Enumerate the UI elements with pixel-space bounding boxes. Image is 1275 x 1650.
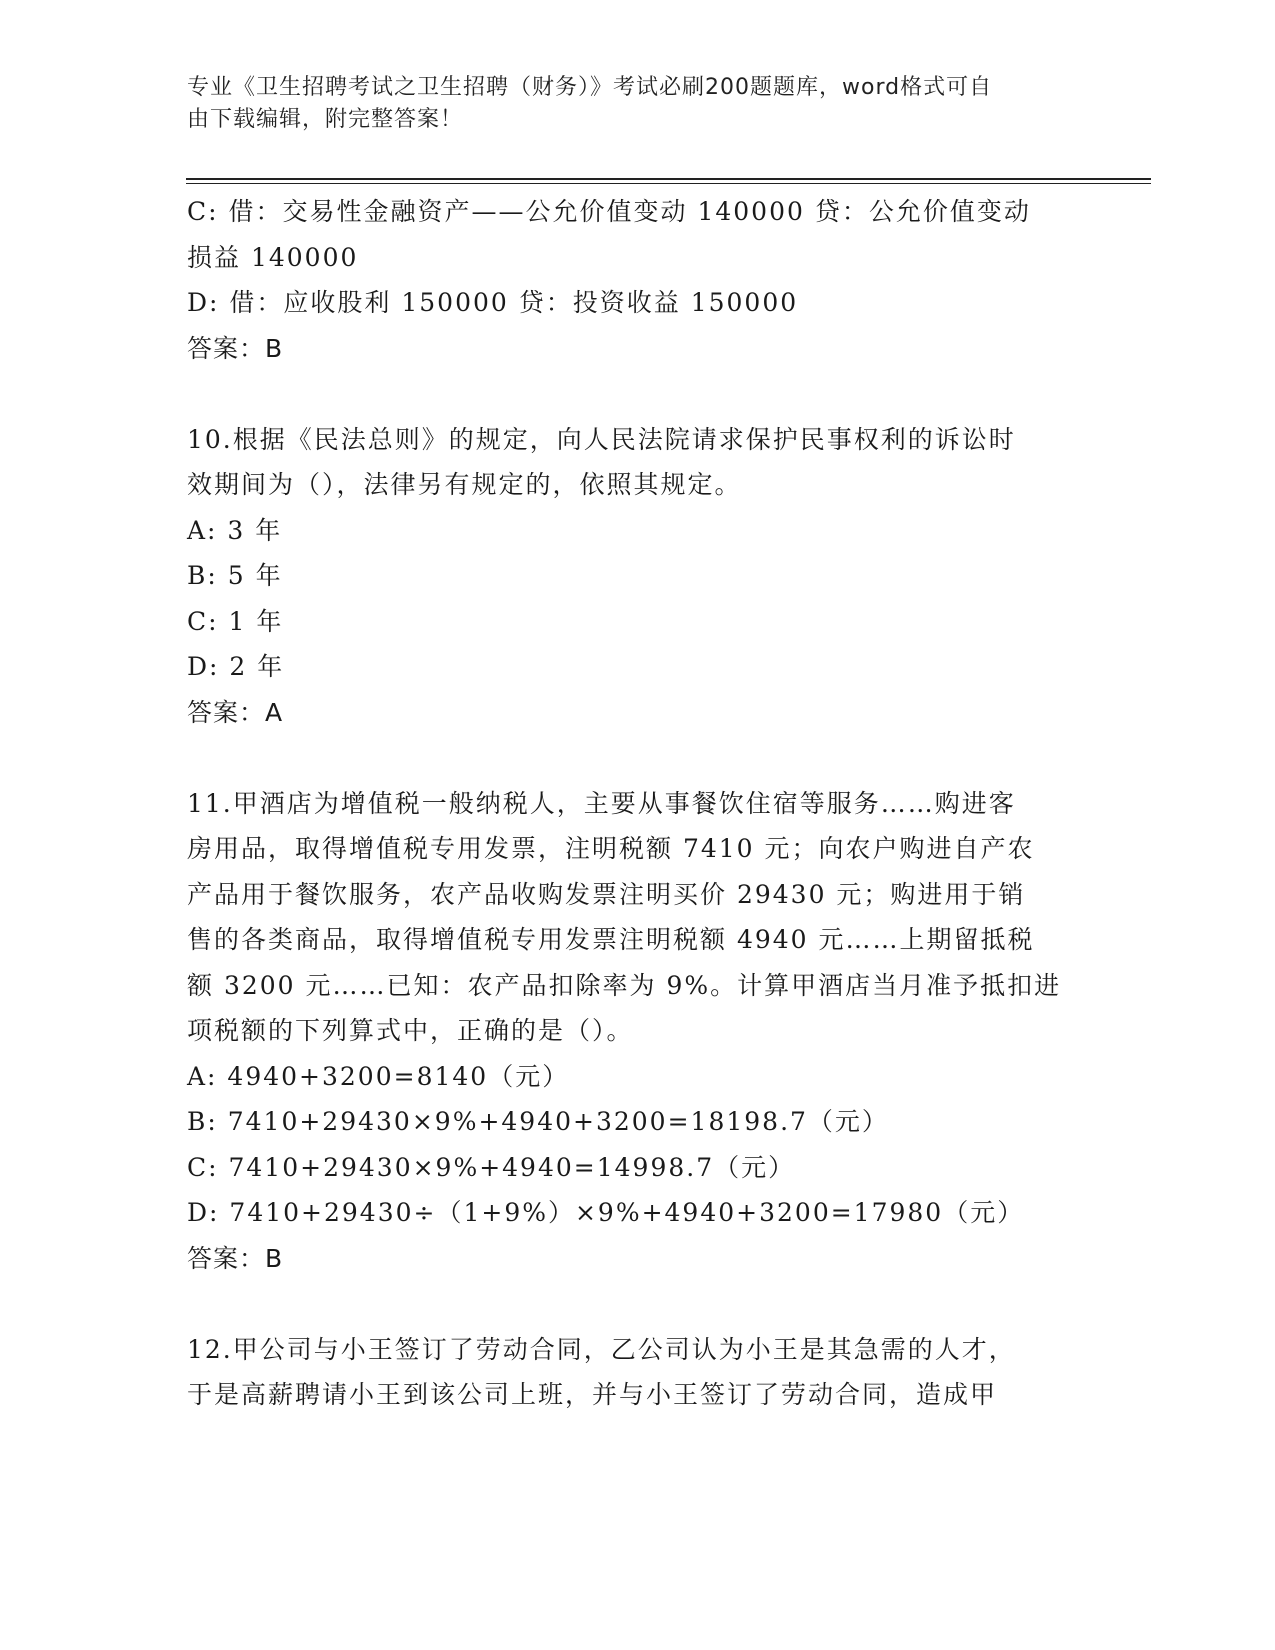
option-a: A: 4940+3200=8140（元） [187, 1061, 570, 1091]
spacer [187, 1281, 1087, 1327]
answer: 答案：A [187, 697, 284, 727]
option-a: A: 3 年 [187, 515, 283, 545]
spacer [187, 735, 1087, 781]
question-stem: 12.甲公司与小王签订了劳动合同，乙公司认为小王是其急需的人才， [187, 1334, 1016, 1364]
question-content [187, 189, 1087, 1418]
question-10 [187, 417, 1087, 736]
answer: 答案：B [187, 1243, 284, 1273]
question-stem: 额 3200 元……已知：农产品扣除率为 9%。计算甲酒店当月准予抵扣进 [187, 970, 1062, 1000]
header-line: 专业《卫生招聘考试之卫生招聘（财务）》考试必刷200题题库，word格式可自 [187, 75, 993, 100]
question-stem: 11.甲酒店为增值税一般纳税人，主要从事餐饮住宿等服务……购进客 [187, 788, 1016, 818]
option-b: B: 5 年 [187, 561, 283, 590]
question-stem: 10.根据《民法总则》的规定，向人民法院请求保护民事权利的诉讼时 [187, 424, 1016, 454]
question-9 [187, 189, 1087, 371]
option-d: D: 借：应收股利 150000 贷：投资收益 150000 [187, 288, 799, 317]
option-c-continued: 损益 140000 [187, 242, 359, 272]
document-header [187, 72, 1067, 136]
question-stem: 产品用于餐饮服务，农产品收购发票注明买价 29430 元；购进用于销 [187, 879, 1026, 909]
question-11 [187, 781, 1087, 1282]
option-c: C: 借：交易性金融资产——公允价值变动 140000 贷：公允价值变动 [187, 197, 1031, 226]
option-c: C: 1 年 [187, 606, 284, 636]
question-stem: 于是高薪聘请小王到该公司上班，并与小王签订了劳动合同，造成甲 [187, 1380, 998, 1409]
answer: 答案：B [187, 333, 284, 363]
option-d: D: 2 年 [187, 652, 285, 681]
option-c: C: 7410+29430×9%+4940=14998.7（元） [187, 1152, 796, 1182]
question-stem: 效期间为（），法律另有规定的，依照其规定。 [187, 470, 742, 499]
question-stem: 售的各类商品，取得增值税专用发票注明税额 4940 元……上期留抵税 [187, 925, 1035, 954]
header-divider [186, 178, 1151, 180]
question-12 [187, 1327, 1087, 1418]
header-divider [186, 183, 1151, 184]
option-d: D: 7410+29430÷（1+9%）×9%+4940+3200=17980（元） [187, 1198, 1025, 1227]
spacer [187, 371, 1087, 417]
option-b: B: 7410+29430×9%+4940+3200=18198.7（元） [187, 1107, 889, 1136]
question-stem: 房用品，取得增值税专用发票，注明税额 7410 元；向农户购进自产农 [187, 834, 1035, 863]
question-stem: 项税额的下列算式中，正确的是（）。 [187, 1016, 634, 1045]
header-line: 由下载编辑，附完整答案！ [187, 107, 464, 132]
